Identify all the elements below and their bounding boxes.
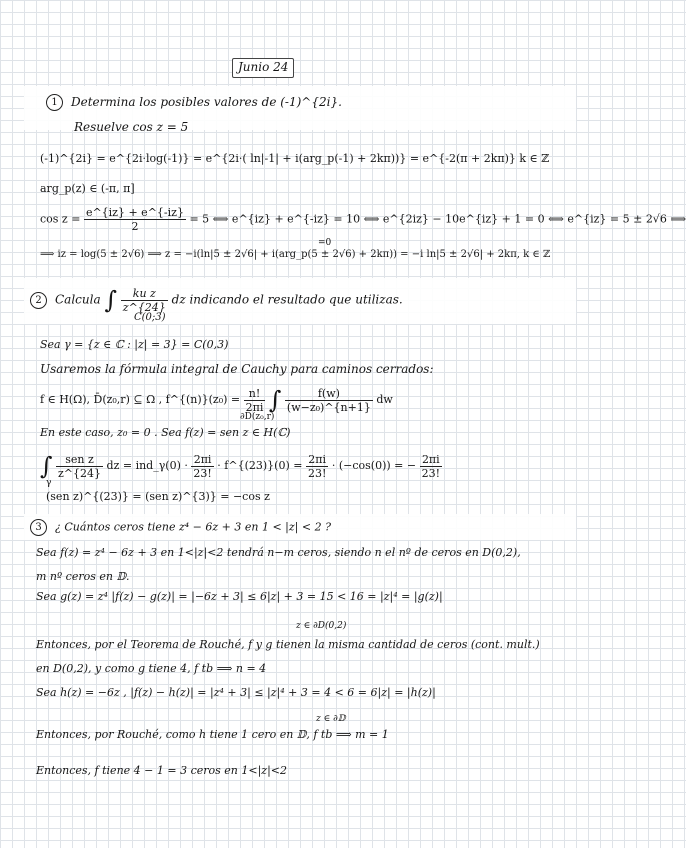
p2-line5-num3: 2πi (306, 453, 328, 467)
p2-line5-frac1 (56, 453, 103, 480)
p2-line5-mid3: · (−cos(0)) = − (331, 459, 417, 472)
p3-line3-note: z ∈ ∂D(0,2) (296, 621, 347, 631)
p1-line3-num: e^{iz} + e^{-iz} (85, 206, 184, 219)
integral-sign-icon: ∫ (268, 386, 282, 414)
p3-line3: Sea g(z) = z⁴ |f(z) − g(z)| = |−6z + 3| ≤ 6|z| + 3 = 15 < 16 = |z|⁴ = |g(z)| (36, 590, 443, 603)
p1-line3-lhs: cos z = (40, 212, 81, 226)
p1-line3-den: 2 (131, 220, 139, 233)
problem-2-den: z^{24} (122, 300, 166, 314)
integral-sign-icon: ∫ (40, 452, 53, 480)
problem-2-text-a: Calcula (55, 292, 101, 307)
p1-line1: (-1)^{2i} = e^{2i·log(-1)} = e^{2i·( ln|-1| + i(arg_p(-1) + 2kπ))} = e^{-2(π + 2kπ)} k ∈ ℤ (40, 152, 550, 165)
p2-line5-num1: sen z (56, 453, 103, 467)
p2-line5-num4: 2πi (420, 453, 442, 467)
p1-line4: ⟹ iz = log(5 ± 2√6) ⟹ z = −i(ln|5 ± 2√6| + i(arg_p(5 ± 2√6) + 2kπ)) = −i ln|5 ± 2√6| + 2kπ, k ∈ ℤ (40, 249, 551, 260)
p2-line5-frac3 (306, 453, 328, 480)
p2-line3-text: f ∈ H(Ω), D̄(z₀,r) ⊆ Ω , f^{(n)}(z₀) = (40, 393, 241, 406)
p2-line5-frac2 (191, 453, 213, 480)
problem-2-number: 2 (30, 292, 47, 309)
problem-3-text: ¿ Cuántos ceros tiene z⁴ − 6z + 3 en 1 < |z| < 2 ? (55, 520, 331, 534)
p2-line3-end: dw (376, 393, 393, 406)
p2-line5-num2: 2πi (191, 453, 213, 467)
p2-line5-den3: 23! (307, 466, 327, 480)
p2-line5-den4: 23! (421, 466, 441, 480)
p2-line5-den2: 23! (193, 466, 212, 480)
p2-line5-mid2: · f^{(23)}(0) = (217, 459, 303, 472)
p2-line5-int-sub: γ (46, 478, 52, 488)
p2-line5 (40, 452, 442, 480)
p2-line3-frac1 (244, 387, 266, 414)
p2-line3-num1: n! (244, 387, 266, 401)
p2-line3 (40, 386, 393, 414)
problem-2-statement (30, 286, 403, 314)
p1-line4-note: =0 (318, 238, 332, 248)
p3-line6: Sea h(z) = −6z , |f(z) − h(z)| = |z⁴ + 3| ≤ |z|⁴ + 3 = 4 < 6 = 6|z| = |h(z)| (36, 686, 436, 699)
p2-line4: En este caso, z₀ = 0 . Sea f(z) = sen z ∈ H(ℂ) (40, 426, 291, 439)
problem-1-sub: Resuelve cos z = 5 (74, 120, 189, 134)
p2-line5-den1: z^{24} (58, 466, 102, 480)
p2-line3-num2: f(w) (285, 387, 373, 401)
p2-line1: Sea γ = {z ∈ ℂ : |z| = 3} = C(0,3) (40, 338, 229, 351)
p1-line3-fraction (84, 206, 186, 233)
problem-2-fraction (121, 287, 168, 314)
page-title: Junio 24 (238, 60, 289, 74)
p2-line3-frac2 (285, 387, 373, 414)
p3-line5: en D(0,2), y como g tiene 4, f tb ⟹ n = 4 (36, 662, 267, 675)
p1-line2: arg_p(z) ∈ (-π, π] (40, 182, 135, 195)
p3-line1: Sea f(z) = z⁴ − 6z + 3 en 1<|z|<2 tendrá n−m ceros, siendo n el nº de ceros en D(0,2), (36, 546, 521, 559)
p2-line3-den2: (w−z₀)^{n+1} (286, 400, 371, 414)
p2-line5-mid: dz = ind_γ(0) · (106, 459, 188, 472)
p2-line3-int-sub: ∂D(z₀,r) (240, 412, 275, 422)
problem-3-statement (30, 519, 331, 536)
p2-line6: (sen z)^{(23)} = (sen z)^{3)} = −cos z (46, 490, 270, 503)
problem-2-text-b: dz indicando el resultado que utilizas. (171, 292, 403, 307)
p1-line3 (40, 206, 686, 233)
problem-3-number: 3 (30, 519, 47, 536)
problem-2-num: ku z (121, 287, 168, 301)
p2-line5-frac4 (420, 453, 442, 480)
p2-line2: Usaremos la fórmula integral de Cauchy para caminos cerrados: (40, 362, 434, 376)
p3-line7: Entonces, por Rouché, como h tiene 1 cero en 𝔻, f tb ⟹ m = 1 (36, 728, 389, 741)
integral-sign-icon: ∫ (104, 286, 117, 314)
p3-line8: Entonces, f tiene 4 − 1 = 3 ceros en 1<|z|<2 (36, 764, 287, 777)
p3-line2: m nº ceros en 𝔻. (36, 570, 130, 583)
problem-1-statement (46, 94, 342, 111)
p1-line3-rhs: = 5 ⟺ e^{iz} + e^{-iz} = 10 ⟺ e^{2iz} − 10e^{iz} + 1 = 0 ⟺ e^{iz} = 5 ± 2√6 ⟹ (189, 212, 686, 226)
p3-line6-note: z ∈ ∂𝔻 (316, 714, 346, 724)
problem-1-text: Determina los posibles valores de (-1)^{2i}. (71, 95, 342, 109)
problem-1-number: 1 (46, 94, 63, 111)
p2-line3-den1: 2πi (245, 400, 264, 414)
p3-line4: Entonces, por el Teorema de Rouché, f y g tienen la misma cantidad de ceros (cont. mult.) (36, 638, 540, 651)
problem-2-int-sub: C(0;3) (134, 312, 166, 323)
